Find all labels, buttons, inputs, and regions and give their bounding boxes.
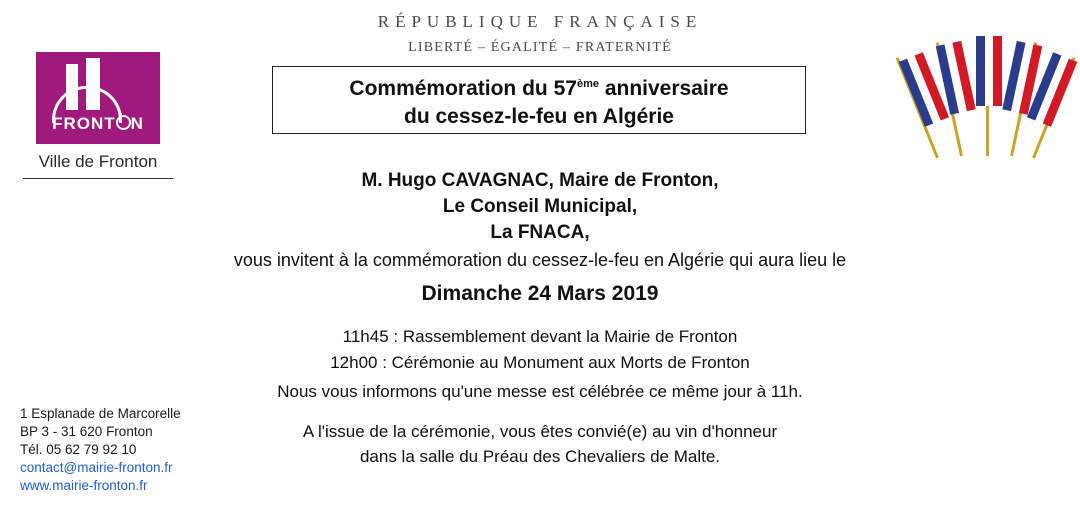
reception-line-1: A l'issue de la cérémonie, vous êtes convié(e) au vin d'honneur: [302, 422, 778, 441]
event-title-line-2: du cessez-le-feu en Algérie: [404, 104, 674, 128]
organizers-block: [0, 168, 1080, 246]
schedule-item-1: 11h45 : Rassemblement devant la Mairie de Fronton: [342, 327, 738, 346]
organizer-council: Le Conseil Municipal,: [442, 196, 638, 217]
mass-note: Nous vous informons qu'une messe est célébrée ce même jour à 11h.: [277, 382, 803, 401]
contact-footer: [20, 405, 181, 495]
reception-line-2: dans la salle du Préau des Chevaliers de Malte.: [359, 447, 721, 466]
french-flags-illustration: [920, 28, 1060, 163]
logo-wordmark: [36, 114, 160, 134]
city-name-caption: Ville de Fronton: [38, 152, 158, 171]
event-date: Dimanche 24 Mars 2019: [421, 282, 659, 305]
event-title-prefix: Commémoration du 57: [349, 76, 577, 100]
flag-blue-band: [976, 36, 985, 106]
event-title-suffix: anniversaire: [598, 76, 729, 100]
republic-heading: RÉPUBLIQUE FRANÇAISE: [377, 12, 703, 31]
organizer-mayor: M. Hugo CAVAGNAC, Maire de Fronton,: [361, 170, 719, 191]
event-title-line-1: [349, 70, 728, 103]
flag-red-band: [993, 36, 1002, 106]
logo-wordmark-prefix: FRONT: [52, 114, 116, 133]
schedule-item-2: 12h00 : Cérémonie au Monument aux Morts de Fronton: [330, 353, 750, 372]
footer-phone: Tél. 05 62 79 92 10: [20, 442, 137, 457]
logo-wordmark-suffix: N: [130, 114, 144, 133]
invitation-sentence: vous invitent à la commémoration du cessez-le-feu en Algérie qui aura lieu le: [233, 250, 847, 270]
fronton-logo-icon: [36, 52, 160, 144]
logo-o-ring-icon: [116, 115, 131, 130]
footer-address-line-2: BP 3 - 31 620 Fronton: [20, 424, 153, 439]
footer-website-link[interactable]: www.mairie-fronton.fr: [20, 478, 148, 493]
event-title-ordinal: ème: [576, 77, 599, 90]
organizer-fnaca: La FNACA,: [490, 222, 590, 243]
event-title-box: [272, 66, 806, 134]
city-logo-block: [18, 52, 178, 179]
french-flag-3: [976, 36, 1002, 106]
national-motto: LIBERTÉ – ÉGALITÉ – FRATERNITÉ: [408, 40, 672, 55]
flag-white-band: [985, 36, 994, 106]
schedule-block: [0, 324, 1080, 376]
footer-address-line-1: 1 Esplanade de Marcorelle: [20, 406, 181, 421]
footer-email-link[interactable]: contact@mairie-fronton.fr: [20, 460, 173, 475]
